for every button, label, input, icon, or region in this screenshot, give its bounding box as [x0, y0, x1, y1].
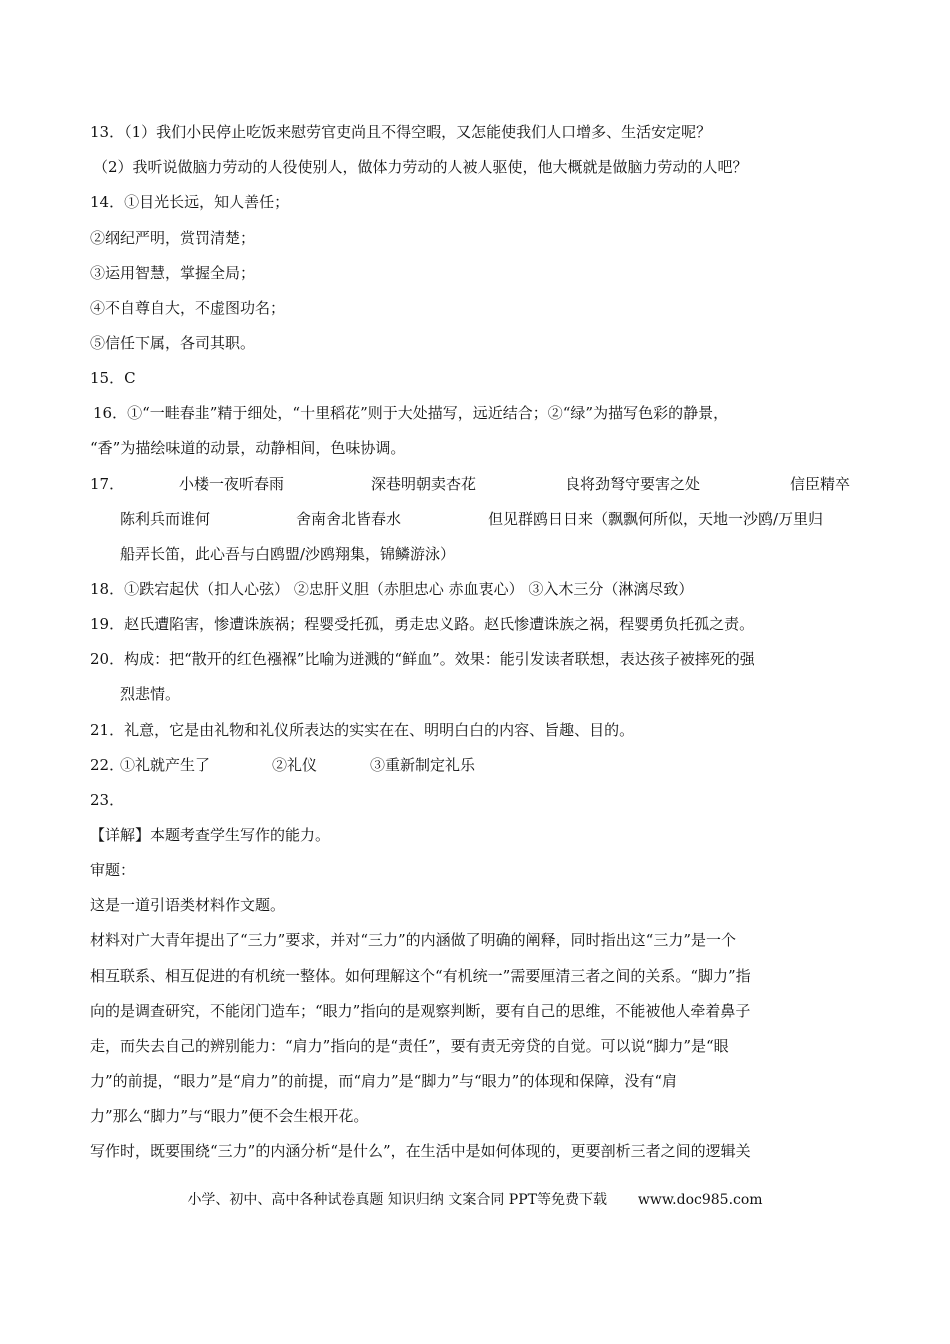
q16-line2: “香”为描绘味道的动景，动静相间，色味协调。: [90, 439, 406, 457]
q17-number: 17．: [90, 475, 125, 493]
q23-line9: 力”的前提，“眼力”是“肩力”的前提，而“肩力”是“脚力”与“眼力”的体现和保障，没有“肩: [90, 1072, 678, 1090]
footer-text: 小学、初中、高中各种试卷真题 知识归纳 文案合同 PPT等免费下载: [187, 1192, 607, 1208]
q14-line4: ④不自尊自大，不虚图功名；: [90, 299, 286, 317]
q14-line3: ③运用智慧，掌握全局；: [90, 264, 256, 282]
q23-line6: 相互联系、相互促进的有机统一整体。如何理解这个“有机统一”需要厘清三者之间的关系。“脚力”指: [90, 967, 751, 985]
q14-line5: ⑤信任下属，各司其职。: [90, 334, 256, 352]
q14-line2: ②纲纪严明，赏罚清楚；: [90, 229, 256, 247]
q17-answer-8: 船弄长笛，此心吾与白鸥盟/沙鸥翔集，锦鳞游泳）: [120, 545, 456, 563]
q15-line1: 15．C: [90, 369, 136, 387]
q18-line1: 18．①跌宕起伏（扣人心弦） ②忠肝义胆（赤胆忠心 赤血衷心） ③入木三分（淋漓尽致）: [90, 580, 694, 598]
q23-line4: 这是一道引语类材料作文题。: [90, 896, 286, 914]
q13-line1: 13．（1）我们小民停止吃饭来慰劳官吏尚且不得空暇，又怎能使我们人口增多、生活安定呢？: [90, 123, 712, 141]
q23-line10: 力”那么“脚力”与“眼力”便不会生根开花。: [90, 1107, 369, 1125]
q19-line1: 19．赵氏遭陷害，惨遭诛族祸；程婴受托孤，勇走忠义路。赵氏惨遭诛族之祸，程婴勇负托孤之责。: [90, 615, 755, 633]
q14-line1: 14．①目光长远，知人善任；: [90, 193, 290, 211]
q17-answer-3: 良将劲弩守要害之处: [565, 475, 701, 493]
footer-url[interactable]: www.doc985.com: [637, 1192, 763, 1208]
q17-answer-1: 小楼一夜听春雨: [179, 475, 285, 493]
q23-line5: 材料对广大青年提出了“三力”要求，并对“三力”的内涵做了明确的阐释，同时指出这“三力”是一个: [90, 931, 737, 949]
page-footer: [0, 1190, 950, 1210]
q17-answer-5: 陈利兵而谁何: [120, 510, 211, 528]
q17-answer-2: 深巷明朝卖杏花: [371, 475, 477, 493]
q23-line7: 向的是调查研究，不能闭门造车；“眼力”指向的是观察判断，要有自己的思维，不能被他人牵着鼻子: [90, 1002, 751, 1020]
q23-line11: 写作时，既要围绕“三力”的内涵分析“是什么”，在生活中是如何体现的，更要剖析三者之间的逻辑关: [90, 1142, 751, 1160]
q20-line2: 烈悲情。: [120, 685, 181, 703]
q23-line2: 【详解】本题考查学生写作的能力。: [90, 826, 331, 844]
q17-answer-6: 舍南舍北皆春水: [296, 510, 402, 528]
q17-answer-7: 但见群鸥日日来（飘飘何所似，天地一沙鸥/万里归: [488, 510, 824, 528]
q23-line8: 走，而失去自己的辨别能力：“肩力”指向的是“责任”，要有责无旁贷的自觉。可以说“脚力”是“眼: [90, 1037, 729, 1055]
q13-line2: （2）我听说做脑力劳动的人役使别人，做体力劳动的人被人驱使，他大概就是做脑力劳动的人吧？: [93, 158, 748, 176]
q22-answer-1: ①礼就产生了: [120, 756, 211, 774]
q22-answer-3: ③重新制定礼乐: [370, 756, 476, 774]
q17-answer-4: 信臣精卒: [790, 475, 851, 493]
q20-line1: 20．构成：把“散开的红色襁褓”比喻为迸溅的“鲜血”。效果：能引发读者联想，表达孩子被摔死的强: [90, 650, 755, 668]
q23-line3: 审题：: [90, 861, 136, 879]
q16-line1: 16．①“一畦春韭”精于细处，“十里稻花”则于大处描写，远近结合；②“绿”为描写色彩的静景，: [93, 404, 729, 422]
q22-number: 22．: [90, 756, 125, 774]
q22-answer-2: ②礼仪: [272, 756, 318, 774]
q23-line1: 23．: [90, 791, 125, 809]
q21-line1: 21．礼意，它是由礼物和礼仪所表达的实实在在、明明白白的内容、旨趣、目的。: [90, 721, 635, 739]
